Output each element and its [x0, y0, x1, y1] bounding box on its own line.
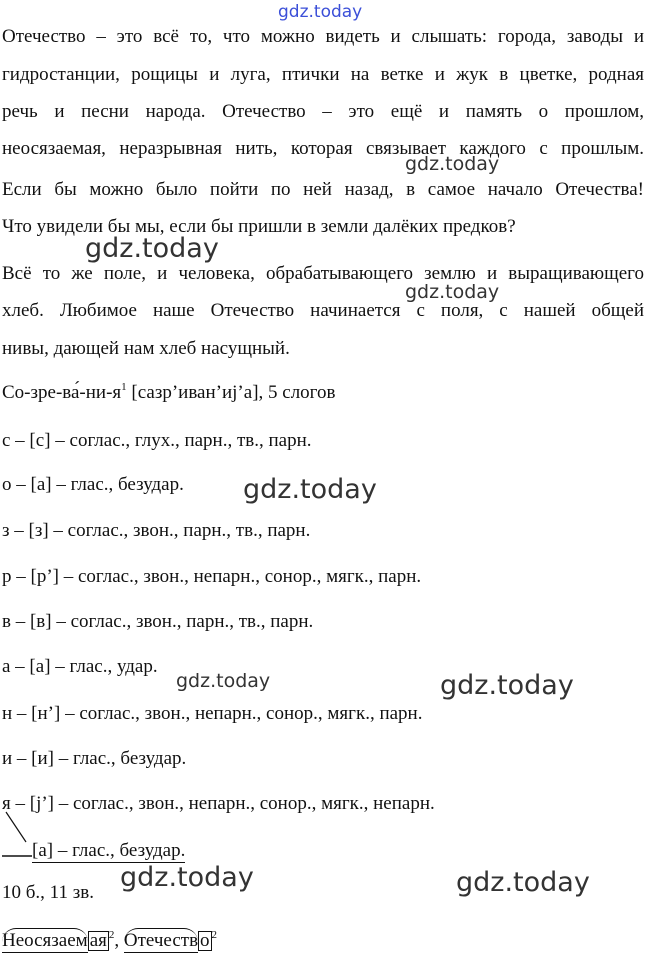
root-arc: Неосязаем — [2, 930, 88, 951]
text-line: Всё то же поле, и человека, обрабатывающего землю и выращивающего — [2, 263, 644, 284]
text-line: Отечество – это всё то, что можно видеть и слышать: города, заводы и — [2, 26, 644, 47]
letter-row: и – [и] – глас., безудар. — [2, 748, 187, 769]
letters-sounds-total: 10 б., 11 зв. — [2, 882, 94, 903]
letter-row: а – [а] – глас., удар. — [2, 656, 158, 677]
text-line: Если бы можно было пойти по ней назад, в самое начало Отечества! — [2, 179, 644, 200]
text-line: речь и песни народа. Отечество – это ещё и память о прошлом, — [2, 101, 644, 122]
text-line: неосязаемая, неразрывная нить, которая связывает каждого с прошлым. — [2, 138, 644, 159]
root-arc: Отечеств — [123, 930, 199, 951]
ending-box: ая — [89, 930, 107, 951]
letter-row: н – [н’] – соглас., звон., непарн., сонор., мягк., парн. — [2, 703, 423, 724]
phonetic-heading — [2, 382, 335, 404]
text-line: хлеб. Любимое наше Отечество начинается с поля, с нашей общей — [2, 300, 644, 321]
footnote-mark: 1 — [121, 380, 127, 393]
watermark: gdz.today — [176, 670, 271, 692]
transcription: [сазр’иван’иj’а], 5 слогов — [126, 382, 336, 403]
letter-row: р – [р’] – соглас., звон., непарн., сонор., мягк., парн. — [2, 566, 422, 587]
watermark: gdz.today — [456, 867, 590, 898]
letter-row: в – [в] – соглас., звон., парн., тв., парн. — [2, 611, 314, 632]
watermark-top: gdz.today — [278, 2, 363, 22]
text-line: гидростанции, рощицы и луга, птички на ветке и жук в цветке, родная — [2, 64, 644, 85]
letter-row: о – [а] – глас., безудар. — [2, 474, 184, 495]
footnote-mark: 2 — [211, 928, 218, 941]
morpheme-analysis — [2, 928, 217, 953]
ending-box: о — [200, 930, 210, 951]
letter-row-second-sound — [32, 840, 185, 862]
word-syllables: Со-зре-ва́-ни-я — [2, 382, 122, 403]
text-line: нивы, дающей нам хлеб насущный. — [2, 338, 290, 359]
letter-row: з – [з] – соглас., звон., парн., тв., парн. — [2, 520, 311, 541]
text-line: Что увидели бы мы, если бы пришли в земли далёких предков? — [2, 216, 516, 237]
watermark: gdz.today — [243, 474, 377, 505]
letter-row: с – [с] – соглас., глух., парн., тв., парн. — [2, 430, 312, 451]
watermark: gdz.today — [120, 862, 254, 893]
letter-row: я – [j’] – соглас., звон., непарн., сонор., мягк., непарн. — [2, 793, 435, 814]
footnote-mark: 2 — [108, 928, 115, 941]
separator: , — [114, 930, 124, 951]
watermark: gdz.today — [405, 281, 500, 303]
second-sound: [а] – глас., безудар. — [32, 840, 186, 861]
watermark: gdz.today — [440, 670, 574, 701]
watermark: gdz.today — [85, 233, 219, 264]
watermark: gdz.today — [405, 153, 500, 175]
